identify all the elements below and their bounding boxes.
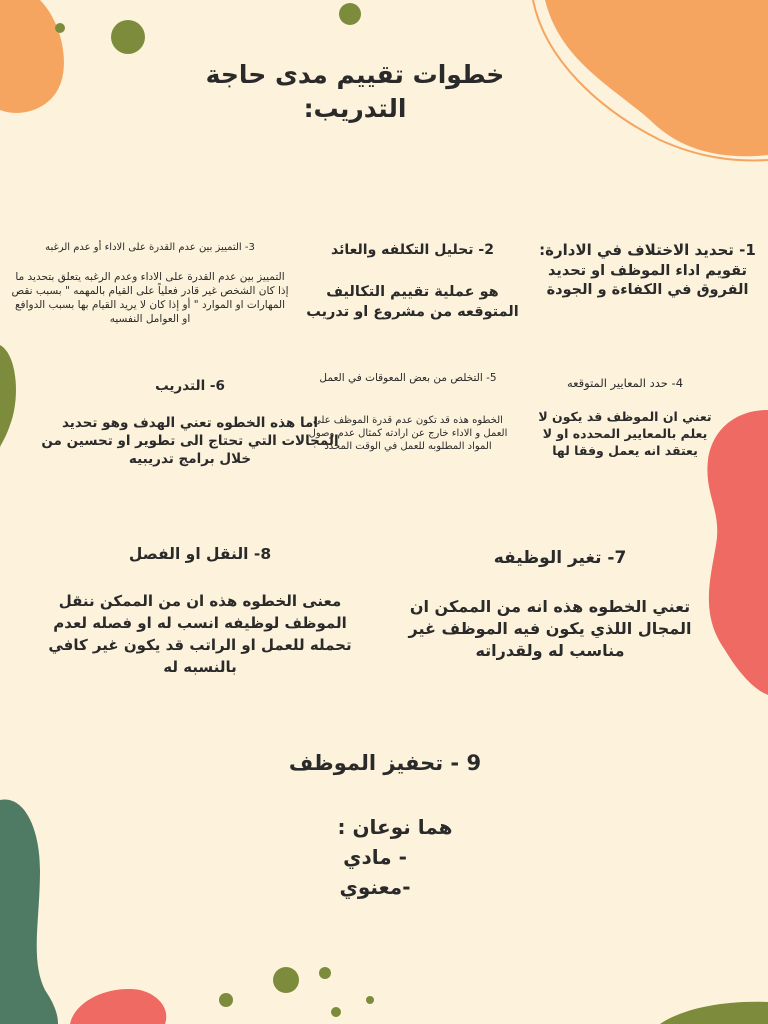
orange-blob-top-right: [545, 0, 768, 156]
step-2-body: هو عملية تقييم التكاليف المتوقعه من مشروع او تدريب: [306, 284, 519, 320]
step-9-heading: 9 - تحفيز الموظف: [288, 751, 482, 775]
step-1-body: تقويم اداء الموظف او تحديد الفروق في الكفاءة و الجودة: [546, 263, 749, 298]
step-5-heading: 5- التخلص من بعض المعوقات في العمل: [319, 372, 497, 384]
step-8-heading: 8- النقل او الفصل: [128, 545, 272, 563]
step-6-heading: 6- التدريب: [155, 378, 225, 394]
olive-dot: [339, 3, 361, 25]
motivation-intro: هما نوعان :: [337, 815, 453, 839]
motivation-type-moral: -معنوي: [339, 875, 411, 899]
olive-dot: [55, 23, 65, 33]
orange-blob-top-left: [0, 0, 64, 113]
olive-dot: [319, 967, 331, 979]
step-7-body: تعني الخطوه هذه انه من الممكن ان المجال اللذي يكون فيه الموظف غير مناسب له ولقدراته: [408, 597, 692, 660]
olive-dot: [366, 996, 374, 1004]
step-3-body: التمييز بين عدم القدرة على الاداء وعدم الرغبه يتعلق بتحديد ما إذا كان الشخص غير قادر فعلياً على القيام بالمهمه " بسبب نقص المهارات او الموارد " أو إذا كان لا يريد القيام بها بسبب الدوافع او العوامل النفسيه: [11, 271, 289, 325]
olive-dot: [219, 993, 233, 1007]
step-5-body: الخطوه هذه قد تكون عدم قدرة الموظف على العمل و الاداء خارج عن ارادته كمثال عدم وصول المواد المطلوبه للعمل في الوقت المحدد: [308, 415, 508, 452]
motivation-type-material: - مادي: [343, 845, 407, 869]
teal-blob-bottom-left: [0, 800, 58, 1024]
step-6-body: اما هذه الخطوه تعني الهدف وهو تحديد المجالات التي تحتاج الى تطوير او تحسين من خلال برامج تدريبيه: [41, 415, 339, 467]
coral-blob-bottom: [70, 989, 166, 1024]
olive-dot: [331, 1007, 341, 1017]
olive-dot: [111, 20, 145, 54]
step-1-heading: 1- تحديد الاختلاف في الادارة:: [539, 241, 756, 259]
olive-blob-bottom-right: [660, 1002, 768, 1024]
step-3-heading: 3- التمييز بين عدم القدرة على الاداء أو عدم الرغبه: [45, 242, 255, 253]
olive-dot: [273, 967, 299, 993]
step-2-heading: 2- تحليل التكلفه والعائد: [331, 242, 494, 258]
olive-blob-left: [0, 345, 16, 448]
page-title: خطوات تقييم مدى حاجة التدريب:: [205, 60, 505, 123]
step-4-body: تعني ان الموظف قد يكون لا يعلم بالمعايير المحدده او لا يعتقد انه يعمل وفقا لها: [538, 409, 712, 458]
step-4-heading: 4- حدد المعايير المتوقعه: [566, 376, 684, 390]
step-7-heading: 7- تغير الوظيفه: [493, 548, 627, 568]
step-8-body: معنى الخطوه هذه ان من الممكن ننقل الموظف لوظيفه انسب له او فصله لعدم تحمله للعمل او الراتب قد يكون غير كافي بالنسبه له: [48, 592, 352, 676]
